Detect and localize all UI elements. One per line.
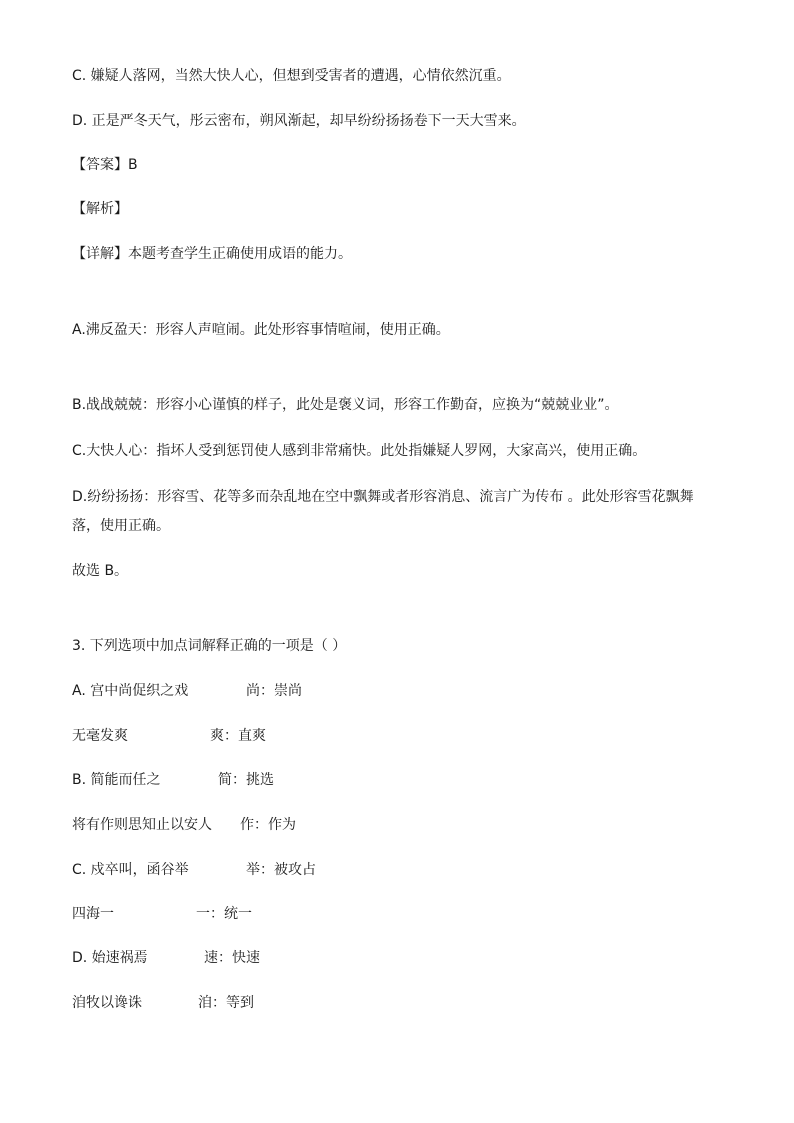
conclusion-text: 故选 B。 <box>72 563 129 579</box>
option-c-text: C. 嫌疑人落网，当然大快人心，但想到受害者的遭遇，心情依然沉重。 <box>72 68 511 84</box>
q3-row <box>72 815 296 835</box>
q3-phrase: B. 简能而任之 <box>72 772 161 788</box>
q3-row <box>72 948 260 968</box>
q3-gloss: 作：作为 <box>240 817 296 833</box>
detail-text: 【详解】本题考查学生正确使用成语的能力。 <box>72 246 352 262</box>
q3-row <box>72 993 254 1013</box>
q3-phrase: C. 戍卒叫，函谷举 <box>72 862 189 878</box>
q3-gloss: 简：挑选 <box>218 772 274 788</box>
q3-phrase: A. 宫中尚促织之戏 <box>72 683 189 699</box>
analysis-a: A.沸反盈天：形容人声喧闹。此处形容事情喧闹，使用正确。 <box>72 322 450 338</box>
q3-gloss: 尚：崇尚 <box>246 683 302 699</box>
q3-row <box>72 726 266 746</box>
analysis-b: B.战战兢兢：形容小心谨慎的样子，此处是褒义词，形容工作勤奋，应换为“兢兢业业”。 <box>72 397 619 413</box>
q3-row <box>72 904 252 924</box>
q3-gloss: 一：统一 <box>196 906 252 922</box>
q3-gloss: 爽：直爽 <box>210 728 266 744</box>
q3-phrase: D. 始速祸焉 <box>72 950 148 966</box>
q3-phrase: 四海一 <box>72 906 114 922</box>
q3-gloss: 洎：等到 <box>198 995 254 1011</box>
q3-gloss: 举：被攻占 <box>246 862 316 878</box>
q3-row <box>72 770 274 790</box>
analysis-d-line1: D.纷纷扬扬：形容雪、花等多而杂乱地在空中飘舞或者形容消息、流言广为传布 。此处形容雪花飘舞 <box>72 489 694 505</box>
q3-row <box>72 681 302 701</box>
analysis-d-line2: 落，使用正确。 <box>72 518 170 534</box>
answer-label: 【答案】B <box>72 157 138 173</box>
analysis-label: 【解析】 <box>72 201 128 217</box>
q3-gloss: 速：快速 <box>204 950 260 966</box>
q3-phrase: 洎牧以谗诛 <box>72 995 142 1011</box>
q3-phrase: 无毫发爽 <box>72 728 128 744</box>
analysis-c: C.大快人心：指坏人受到惩罚使人感到非常痛快。此处指嫌疑人罗网，大家高兴，使用正确。 <box>72 443 647 459</box>
q3-phrase: 将有作则思知止以安人 <box>72 817 212 833</box>
question-3-stem: 3. 下列选项中加点词解释正确的一项是（ ） <box>72 638 347 654</box>
q3-row <box>72 860 316 880</box>
option-d-text: D. 正是严冬天气，彤云密布，朔风渐起，却早纷纷扬扬卷下一天大雪来。 <box>72 113 526 129</box>
